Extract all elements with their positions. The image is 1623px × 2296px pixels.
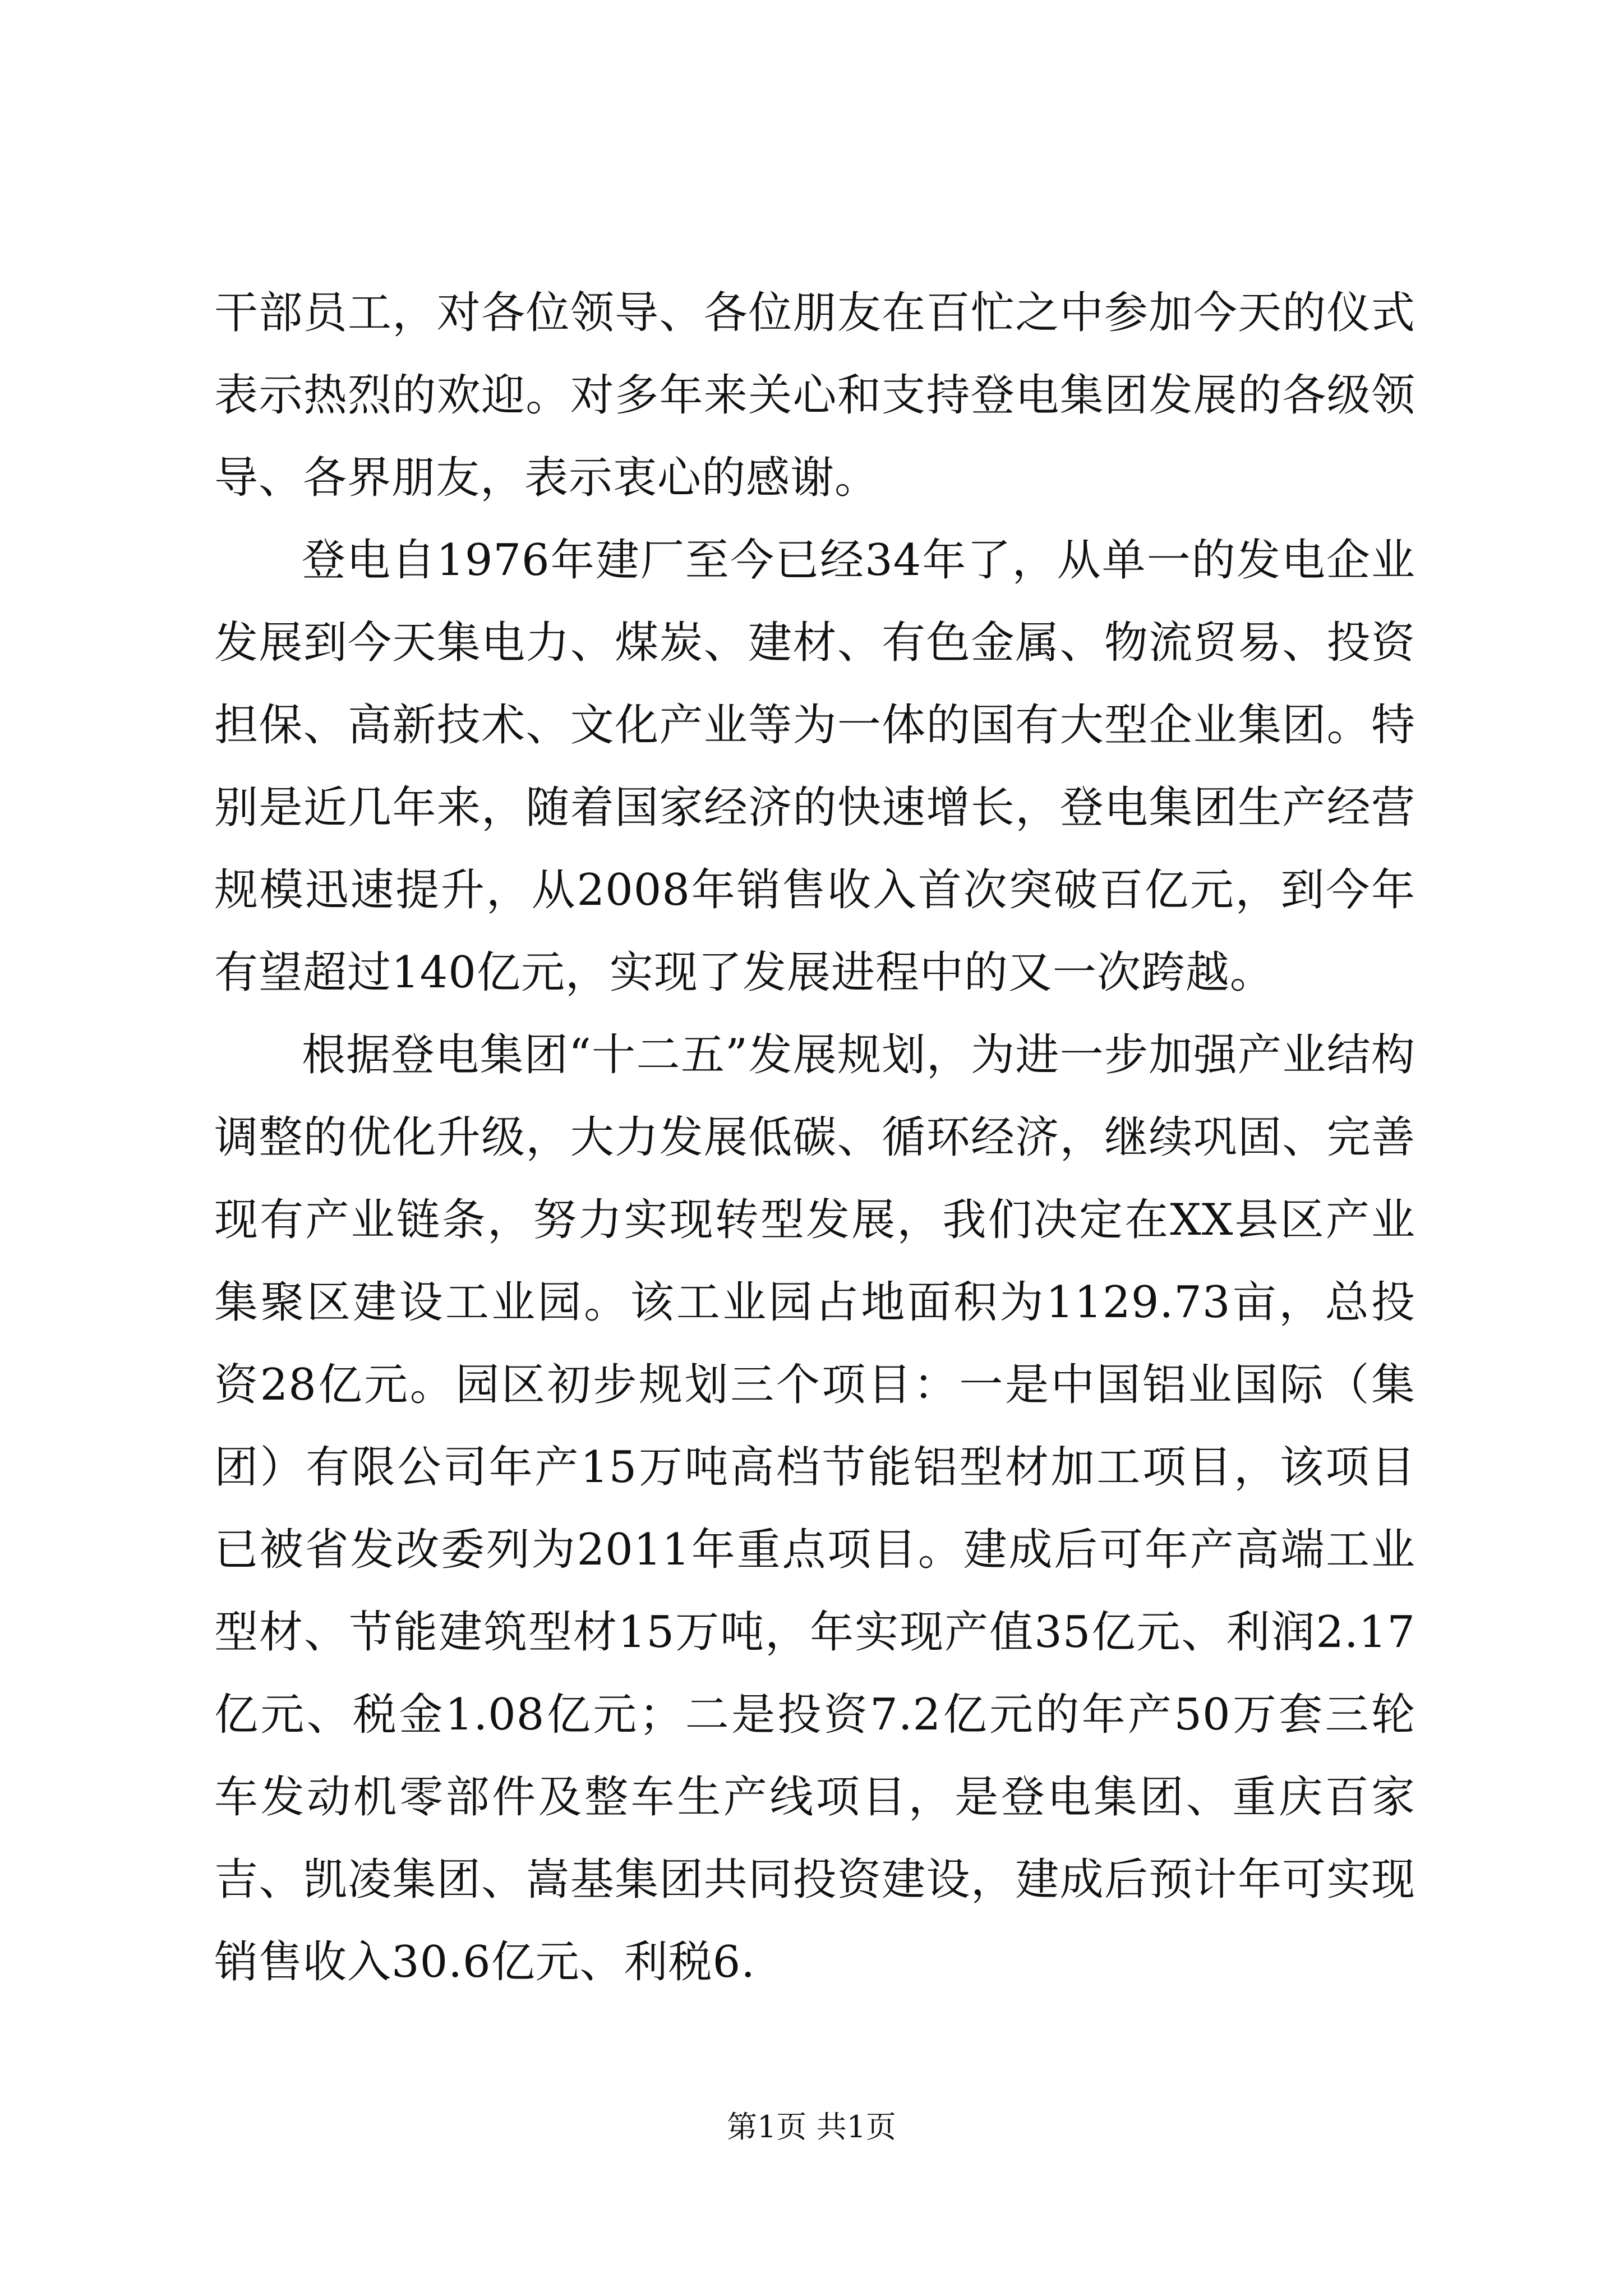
- paragraph-3: 根据登电集团“十二五”发展规划，为进一步加强产业结构调整的优化升级，大力发展低碳、循环经济，继续巩固、完善现有产业链条，努力实现转型发展，我们决定在XX县区产业集聚区建设工业园。该工业园占地面积为1129.73亩，总投资28亿元。园区初步规划三个项目：一是中国铝业国际（集团）有限公司年产15万吨高档节能铝型材加工项目，该项目已被省发改委列为2011年重点项目。建成后可年产高端工业型材、节能建筑型材15万吨，年实现产值35亿元、利润2.17亿元、税金1.08亿元；二是投资7.2亿元的年产50万套三轮车发动机零部件及整车生产线项目，是登电集团、重庆百家吉、凯凌集团、嵩基集团共同投资建设，建成后预计年可实现销售收入30.6亿元、利税6.: [214, 1030, 1415, 1987]
- paragraph-1: 干部员工，对各位领导、各位朋友在百忙之中参加今天的仪式表示热烈的欢迎。对多年来关心和支持登电集团发展的各级领导、各界朋友，表示衷心的感谢。: [214, 288, 1415, 503]
- document-body: [214, 272, 1415, 2004]
- page-footer: 第1页 共1页: [727, 2109, 896, 2145]
- paragraph-2: 登电自1976年建厂至今已经34年了，从单一的发电企业发展到今天集电力、煤炭、建材、有色金属、物流贸易、投资担保、高新技术、文化产业等为一体的国有大型企业集团。特别是近几年来，随着国家经济的快速增长，登电集团生产经营规模迅速提升，从2008年销售收入首次突破百亿元，到今年有望超过140亿元，实现了发展进程中的又一次跨越。: [214, 535, 1415, 998]
